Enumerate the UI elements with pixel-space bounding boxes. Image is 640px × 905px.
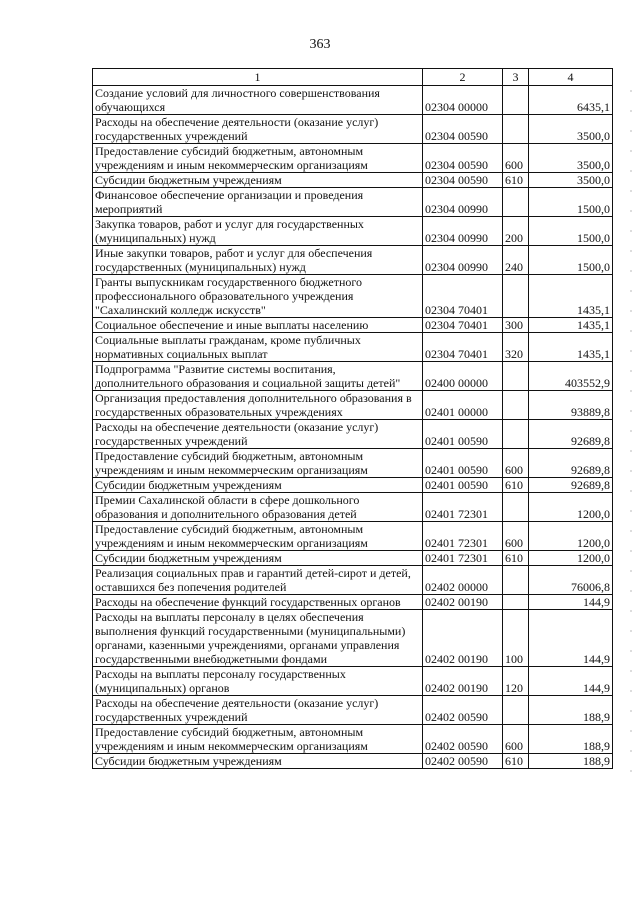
table-row — [93, 217, 613, 246]
row-vr-cell — [503, 420, 529, 449]
row-amount-cell: 144,9 — [529, 610, 613, 667]
row-name-cell: Предоставление субсидий бюджетным, автономным учреждениям и иным некоммерческим организациям — [93, 144, 423, 173]
row-vr-cell: 100 — [503, 610, 529, 667]
row-vr-cell — [503, 115, 529, 144]
row-code-cell: 02402 00000 — [423, 566, 503, 595]
row-amount-cell: 1435,1 — [529, 318, 613, 333]
row-code-cell: 02304 00000 — [423, 86, 503, 115]
row-name-cell: Социальное обеспечение и иные выплаты населению — [93, 318, 423, 333]
table-row — [93, 610, 613, 667]
row-code-cell: 02401 00000 — [423, 391, 503, 420]
row-amount-cell: 1200,0 — [529, 551, 613, 566]
row-vr-cell — [503, 362, 529, 391]
row-amount-cell: 144,9 — [529, 595, 613, 610]
page-number: 363 — [309, 37, 331, 52]
row-vr-cell: 120 — [503, 667, 529, 696]
row-vr-cell — [503, 566, 529, 595]
row-vr-cell: 200 — [503, 217, 529, 246]
row-name-cell: Субсидии бюджетным учреждениям — [93, 551, 423, 566]
row-code-cell: 02401 00590 — [423, 449, 503, 478]
row-vr-cell: 300 — [503, 318, 529, 333]
table-row — [93, 188, 613, 217]
row-name-cell: Организация предоставления дополнительного образования в государственных образовательных учреждениях — [93, 391, 423, 420]
row-code-cell: 02304 00990 — [423, 246, 503, 275]
row-name-cell: Премии Сахалинской области в сфере дошкольного образования и дополнительного образования детей — [93, 493, 423, 522]
row-code-cell: 02401 72301 — [423, 551, 503, 566]
row-amount-cell: 188,9 — [529, 696, 613, 725]
row-code-cell: 02304 00590 — [423, 144, 503, 173]
table-row — [93, 754, 613, 769]
row-code-cell: 02401 72301 — [423, 493, 503, 522]
row-amount-cell: 3500,0 — [529, 173, 613, 188]
row-vr-cell — [503, 188, 529, 217]
row-code-cell: 02401 00590 — [423, 478, 503, 493]
row-code-cell: 02402 00190 — [423, 595, 503, 610]
row-amount-cell: 6435,1 — [529, 86, 613, 115]
row-name-cell: Предоставление субсидий бюджетным, автономным учреждениям и иным некоммерческим организациям — [93, 725, 423, 754]
row-amount-cell: 3500,0 — [529, 115, 613, 144]
table-row — [93, 493, 613, 522]
row-amount-cell: 144,9 — [529, 667, 613, 696]
row-amount-cell: 1200,0 — [529, 522, 613, 551]
table-row — [93, 173, 613, 188]
table-row — [93, 551, 613, 566]
row-amount-cell: 1500,0 — [529, 188, 613, 217]
row-amount-cell: 1435,1 — [529, 275, 613, 318]
row-name-cell: Расходы на выплаты персоналу государственных (муниципальных) органов — [93, 667, 423, 696]
row-name-cell: Расходы на обеспечение деятельности (оказание услуг) государственных учреждений — [93, 696, 423, 725]
row-amount-cell: 92689,8 — [529, 420, 613, 449]
row-name-cell: Расходы на обеспечение функций государственных органов — [93, 595, 423, 610]
row-amount-cell: 93889,8 — [529, 391, 613, 420]
row-code-cell: 02304 00990 — [423, 188, 503, 217]
table-row — [93, 318, 613, 333]
row-code-cell: 02304 00590 — [423, 173, 503, 188]
table-row — [93, 420, 613, 449]
row-amount-cell: 188,9 — [529, 725, 613, 754]
row-vr-cell: 600 — [503, 725, 529, 754]
row-code-cell: 02304 00590 — [423, 115, 503, 144]
row-code-cell: 02400 00000 — [423, 362, 503, 391]
row-code-cell: 02304 70401 — [423, 318, 503, 333]
row-name-cell: Расходы на выплаты персоналу в целях обеспечения выполнения функций государственными (муниципальными) органами, казенными учреждениями, органами управления государственными внебюджетными фондами — [93, 610, 423, 667]
column-header: 2 — [423, 69, 503, 86]
table-row — [93, 333, 613, 362]
table-row — [93, 725, 613, 754]
table-row — [93, 449, 613, 478]
row-code-cell: 02401 00590 — [423, 420, 503, 449]
row-amount-cell: 1200,0 — [529, 493, 613, 522]
row-name-cell: Предоставление субсидий бюджетным, автономным учреждениям и иным некоммерческим организациям — [93, 449, 423, 478]
header-row — [93, 69, 613, 86]
row-name-cell: Социальные выплаты гражданам, кроме публичных нормативных социальных выплат — [93, 333, 423, 362]
table-row — [93, 86, 613, 115]
row-vr-cell — [503, 493, 529, 522]
row-name-cell: Подпрограмма "Развитие системы воспитания, дополнительного образования и социальной защиты детей" — [93, 362, 423, 391]
table-row — [93, 696, 613, 725]
row-amount-cell: 403552,9 — [529, 362, 613, 391]
row-code-cell: 02402 00190 — [423, 610, 503, 667]
row-name-cell: Закупка товаров, работ и услуг для государственных (муниципальных) нужд — [93, 217, 423, 246]
row-vr-cell — [503, 595, 529, 610]
row-amount-cell: 92689,8 — [529, 449, 613, 478]
column-header: 3 — [503, 69, 529, 86]
row-code-cell: 02304 70401 — [423, 275, 503, 318]
table-row — [93, 144, 613, 173]
row-vr-cell: 610 — [503, 754, 529, 769]
row-code-cell: 02304 70401 — [423, 333, 503, 362]
table-row — [93, 115, 613, 144]
row-code-cell: 02402 00190 — [423, 667, 503, 696]
row-code-cell: 02402 00590 — [423, 725, 503, 754]
table-row — [93, 478, 613, 493]
row-name-cell: Субсидии бюджетным учреждениям — [93, 173, 423, 188]
row-code-cell: 02402 00590 — [423, 696, 503, 725]
row-amount-cell: 92689,8 — [529, 478, 613, 493]
row-amount-cell: 188,9 — [529, 754, 613, 769]
row-name-cell: Предоставление субсидий бюджетным, автономным учреждениям и иным некоммерческим организациям — [93, 522, 423, 551]
row-vr-cell — [503, 391, 529, 420]
row-vr-cell: 600 — [503, 144, 529, 173]
row-vr-cell — [503, 696, 529, 725]
table-row — [93, 667, 613, 696]
table-row — [93, 595, 613, 610]
table-row — [93, 566, 613, 595]
row-vr-cell: 320 — [503, 333, 529, 362]
row-vr-cell — [503, 275, 529, 318]
budget-table — [92, 68, 613, 769]
row-vr-cell: 600 — [503, 522, 529, 551]
row-code-cell: 02304 00990 — [423, 217, 503, 246]
row-amount-cell: 1500,0 — [529, 217, 613, 246]
row-name-cell: Гранты выпускникам государственного бюджетного профессионального образовательного учреждения "Сахалинский колледж искусств" — [93, 275, 423, 318]
row-name-cell: Реализация социальных прав и гарантий детей-сирот и детей, оставшихся без попечения родителей — [93, 566, 423, 595]
column-header: 4 — [529, 69, 613, 86]
scan-edge-marks — [630, 90, 632, 790]
row-vr-cell: 600 — [503, 449, 529, 478]
table-row — [93, 522, 613, 551]
scan-edge-icon — [630, 90, 632, 790]
table-row — [93, 362, 613, 391]
row-code-cell: 02402 00590 — [423, 754, 503, 769]
row-vr-cell: 610 — [503, 551, 529, 566]
row-amount-cell: 1435,1 — [529, 333, 613, 362]
row-name-cell: Иные закупки товаров, работ и услуг для обеспечения государственных (муниципальных) нужд — [93, 246, 423, 275]
row-name-cell: Субсидии бюджетным учреждениям — [93, 478, 423, 493]
row-vr-cell: 610 — [503, 173, 529, 188]
row-vr-cell: 610 — [503, 478, 529, 493]
row-name-cell: Субсидии бюджетным учреждениям — [93, 754, 423, 769]
row-amount-cell: 1500,0 — [529, 246, 613, 275]
table-row — [93, 275, 613, 318]
row-vr-cell — [503, 86, 529, 115]
row-name-cell: Расходы на обеспечение деятельности (оказание услуг) государственных учреждений — [93, 115, 423, 144]
row-name-cell: Расходы на обеспечение деятельности (оказание услуг) государственных учреждений — [93, 420, 423, 449]
row-amount-cell: 3500,0 — [529, 144, 613, 173]
column-header: 1 — [93, 69, 423, 86]
row-name-cell: Создание условий для личностного совершенствования обучающихся — [93, 86, 423, 115]
table-row — [93, 391, 613, 420]
row-code-cell: 02401 72301 — [423, 522, 503, 551]
row-vr-cell: 240 — [503, 246, 529, 275]
row-name-cell: Финансовое обеспечение организации и проведения мероприятий — [93, 188, 423, 217]
row-amount-cell: 76006,8 — [529, 566, 613, 595]
table-row — [93, 246, 613, 275]
